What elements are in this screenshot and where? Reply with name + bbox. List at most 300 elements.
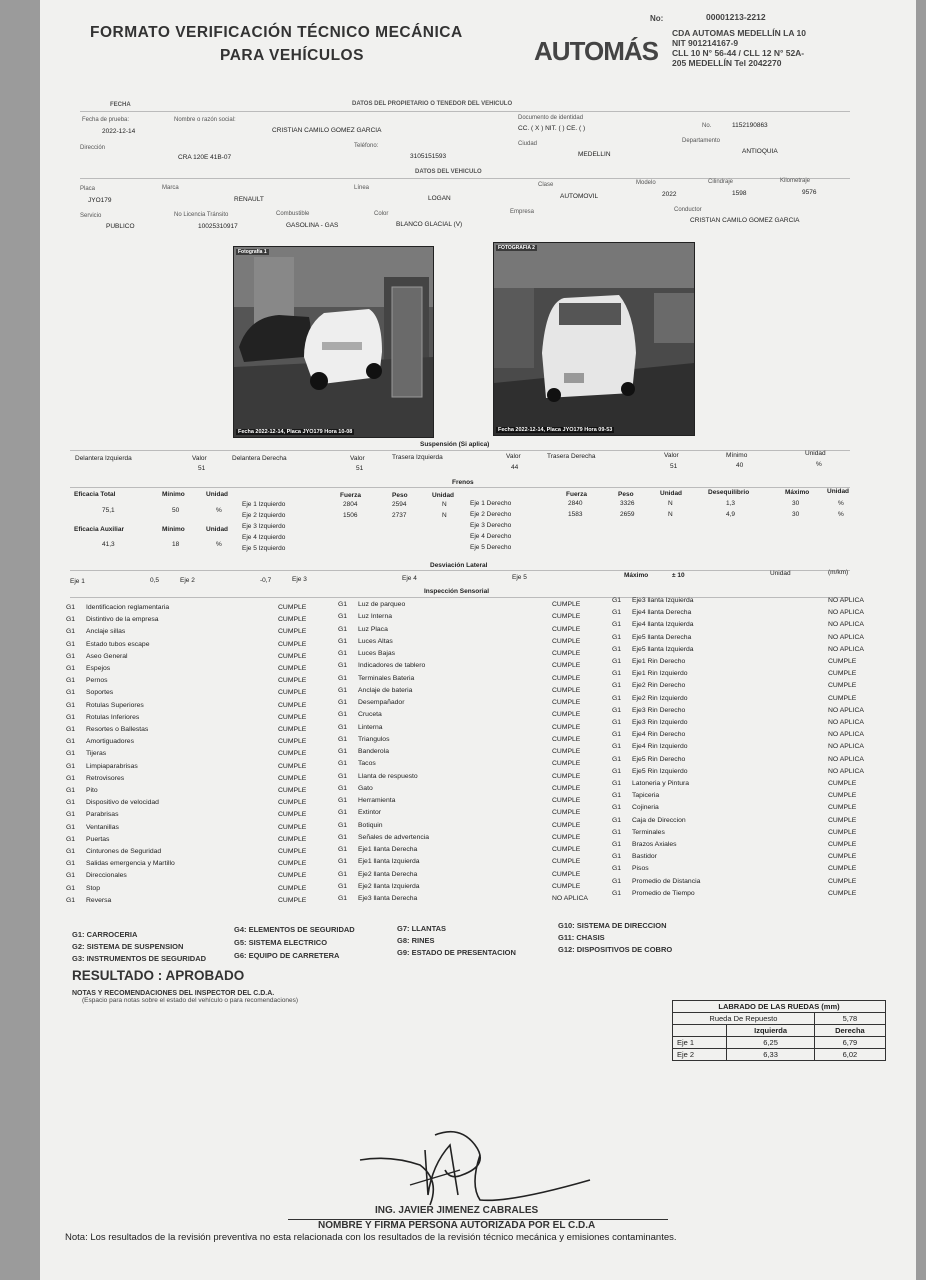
eficacia-aux-label: Eficacia Auxiliar [74, 526, 124, 533]
kilometraje: 9576 [802, 189, 817, 196]
inspeccion-group: G1 [612, 597, 622, 604]
linea-label: Línea [354, 185, 370, 191]
susp-valor-label-1: Valor [192, 455, 207, 462]
inspeccion-status: CUMPLE [278, 775, 307, 782]
placa: JYO179 [88, 197, 112, 204]
inspeccion-group: G1 [66, 702, 76, 709]
inspeccion-status: CUMPLE [278, 665, 307, 672]
axle-right-max: 30 [792, 500, 800, 507]
labrado-empty-head [673, 1025, 727, 1037]
inspeccion-group: G1 [612, 682, 622, 689]
inspeccion-item: Dispositivo de velocidad [86, 799, 159, 806]
inspeccion-item: Gato [358, 785, 373, 792]
labrado-izq: 6,25 [727, 1037, 814, 1049]
form-title-line2: PARA VEHÍCULOS [220, 47, 364, 64]
inspeccion-item: Latoneria y Pintura [632, 780, 690, 787]
legend-g4: G4: ELEMENTOS DE SEGURIDAD [234, 925, 355, 934]
axle-left-label: Eje 4 Izquierdo [242, 534, 286, 541]
inspeccion-group: G1 [338, 601, 348, 608]
inspeccion-item: Pernos [86, 677, 108, 684]
inspeccion-item: Eje2 Rin Derecho [632, 682, 686, 689]
inspeccion-item: Bastidor [632, 853, 657, 860]
inspeccion-status: CUMPLE [828, 878, 857, 885]
marca: RENAULT [234, 196, 264, 203]
marca-label: Marca [162, 185, 179, 191]
inspeccion-item: Eje3 Rin Izquierdo [632, 719, 688, 726]
inspeccion-item: Caja de Direccion [632, 817, 686, 824]
inspeccion-item: Cruceta [358, 711, 382, 718]
inspeccion-item: Promedio de Distancia [632, 878, 701, 885]
axle-right-label: Eje 4 Derecho [470, 533, 512, 540]
inspeccion-item: Luz de parqueo [358, 601, 406, 608]
axle-left-label: Eje 2 Izquierdo [242, 512, 286, 519]
inspeccion-item: Triangulos [358, 736, 390, 743]
inspeccion-title: Inspección Sensorial [424, 588, 490, 595]
inspeccion-status: CUMPLE [828, 658, 857, 665]
axle-right-deseq: 1,3 [726, 500, 736, 507]
inspeccion-group: G1 [338, 797, 348, 804]
doc-types: CC. ( X ) NIT. ( ) CE. ( ) [518, 125, 586, 132]
inspeccion-status: CUMPLE [828, 804, 857, 811]
axle-right-u: % [838, 511, 844, 518]
inspeccion-group: G1 [612, 792, 622, 799]
desviacion-title: Desviación Lateral [430, 562, 488, 569]
inspeccion-status: CUMPLE [278, 897, 307, 904]
color-label: Color [374, 211, 389, 217]
desv-eje2: -0,7 [260, 577, 272, 584]
clase-label: Clase [538, 182, 554, 188]
inspeccion-status: CUMPLE [828, 829, 857, 836]
inspeccion-status: CUMPLE [552, 699, 581, 706]
inspeccion-group: G1 [612, 646, 622, 653]
inspeccion-status: CUMPLE [552, 822, 581, 829]
inspeccion-group: G1 [612, 756, 622, 763]
inspeccion-item: Rotulas Superiores [86, 702, 144, 709]
susp-di-value: 51 [198, 465, 206, 472]
desv-eje2-label: Eje 2 [180, 577, 195, 584]
owner-name: CRISTIAN CAMILO GOMEZ GARCIA [272, 127, 382, 134]
axle-right-peso: 2659 [620, 511, 635, 518]
inspeccion-status: CUMPLE [278, 616, 307, 623]
axle-right-deseq: 4,9 [726, 511, 736, 518]
inspeccion-item: Tapiceria [632, 792, 660, 799]
fuerza-label-l: Fuerza [340, 492, 361, 499]
km-label: Kilometraje [780, 178, 811, 184]
inspeccion-item: Promedio de Tiempo [632, 890, 695, 897]
inspeccion-status: CUMPLE [552, 760, 581, 767]
inspector-name: ING. JAVIER JIMENEZ CABRALES [375, 1205, 539, 1216]
inspeccion-group: G1 [612, 743, 622, 750]
inspeccion-item: Eje5 Rin Derecho [632, 756, 686, 763]
inspeccion-group: G1 [66, 641, 76, 648]
inspeccion-group: G1 [612, 670, 622, 677]
susp-td-value: 51 [670, 463, 678, 470]
no-label: No: [650, 14, 664, 23]
inspeccion-item: Brazos Axiales [632, 841, 677, 848]
susp-valor-label-2: Valor [350, 455, 365, 462]
inspeccion-group: G1 [66, 787, 76, 794]
axle-right-unit: N [668, 511, 673, 518]
inspeccion-item: Pisos [632, 865, 649, 872]
inspeccion-group: G1 [338, 871, 348, 878]
inspeccion-status: CUMPLE [278, 714, 307, 721]
inspeccion-status: NO APLICA [828, 646, 864, 653]
footer-nota: Nota: Los resultados de la revisión preventiva no esta relacionada con los resultados de la revisión técnico mecánica y emisiones contaminantes. [65, 1232, 677, 1243]
resultado: RESULTADO : APROBADO [72, 968, 245, 983]
eficacia-total-label: Eficacia Total [74, 491, 116, 498]
inspeccion-item: Eje1 Rin Derecho [632, 658, 686, 665]
eficacia-aux-min-label: Mínimo [162, 526, 185, 533]
inspeccion-item: Amortiguadores [86, 738, 134, 745]
desequilibrio-label: Desequilibrio [708, 489, 750, 496]
inspeccion-item: Eje2 Rin Izquierdo [632, 695, 688, 702]
axle-right-max: 30 [792, 511, 800, 518]
labrado-eje: Eje 2 [673, 1049, 727, 1061]
nombre-label: Nombre o razón social: [174, 117, 236, 123]
form-title-line1: FORMATO VERIFICACIÓN TÉCNICO MECÁNICA [90, 24, 463, 41]
inspeccion-item: Identificacion reglamentaria [86, 604, 170, 611]
inspeccion-group: G1 [338, 858, 348, 865]
legend-g10: G10: SISTEMA DE DIRECCION [558, 921, 667, 930]
inspeccion-status: CUMPLE [278, 836, 307, 843]
licencia: 10025310917 [198, 223, 238, 230]
company-name: CDA AUTOMAS MEDELLÍN LA 10 [672, 28, 806, 38]
inspeccion-status: CUMPLE [828, 695, 857, 702]
inspeccion-status: CUMPLE [278, 750, 307, 757]
desv-eje1-label: Eje 1 [70, 578, 85, 585]
inspeccion-group: G1 [66, 836, 76, 843]
ciudad-label: Ciudad [518, 141, 538, 147]
inspeccion-item: Eje1 llanta Derecha [358, 846, 418, 853]
modelo: 2022 [662, 191, 677, 198]
inspeccion-item: Tijeras [86, 750, 107, 757]
inspeccion-status: CUMPLE [828, 865, 857, 872]
inspeccion-group: G1 [338, 773, 348, 780]
vehicle-photo-2 [493, 242, 695, 436]
axle-right-label: Eje 5 Derecho [470, 544, 512, 551]
photo-2-caption: Fecha 2022-12-14, Placa JYO179 Hora 09-53 [498, 427, 613, 433]
susp-di-label: Delantera Izquierda [75, 455, 132, 462]
desv-unit-label: Unidad [770, 570, 791, 577]
eficacia-total-unit: % [216, 507, 222, 514]
inspeccion-status: CUMPLE [278, 799, 307, 806]
vehicle-section-title: DATOS DEL VEHICULO [415, 169, 482, 175]
inspeccion-status: NO APLICA [828, 634, 864, 641]
inspeccion-status: CUMPLE [552, 748, 581, 755]
inspeccion-group: G1 [338, 613, 348, 620]
inspeccion-item: Eje3 llanta Derecha [358, 895, 418, 902]
desv-max-label: Máximo [624, 572, 649, 579]
inspeccion-group: G1 [612, 658, 622, 665]
inspeccion-item: Señales de advertencia [358, 834, 430, 841]
inspeccion-status: CUMPLE [552, 675, 581, 682]
inspeccion-group: G1 [338, 662, 348, 669]
inspeccion-item: Resortes o Ballestas [86, 726, 149, 733]
unidad-label-l: Unidad [432, 492, 455, 499]
susp-valor-label-4: Valor [664, 452, 679, 459]
inspeccion-item: Luz Placa [358, 626, 388, 633]
inspeccion-item: Luces Bajas [358, 650, 396, 657]
inspeccion-status: CUMPLE [552, 626, 581, 633]
inspeccion-group: G1 [338, 638, 348, 645]
axle-right-unit: N [668, 500, 673, 507]
labrado-row [673, 1037, 886, 1049]
firma-label: NOMBRE Y FIRMA PERSONA AUTORIZADA POR EL C.D.A [318, 1220, 596, 1231]
vehicle-photo-1 [233, 246, 434, 438]
inspeccion-item: Soportes [86, 689, 114, 696]
inspeccion-group: G1 [612, 865, 622, 872]
inspeccion-status: NO APLICA [828, 731, 864, 738]
inspeccion-group: G1 [338, 760, 348, 767]
inspeccion-status: CUMPLE [552, 846, 581, 853]
legend-g11: G11: CHASIS [558, 933, 605, 942]
inspeccion-group: G1 [66, 653, 76, 660]
inspeccion-status: CUMPLE [552, 883, 581, 890]
inspeccion-group: G1 [66, 824, 76, 831]
inspeccion-group: G1 [66, 738, 76, 745]
form-number: 00001213-2212 [706, 12, 766, 22]
inspeccion-group: G1 [66, 726, 76, 733]
inspeccion-group: G1 [66, 689, 76, 696]
labrado-row [673, 1049, 886, 1061]
photo-2-label: FOTOGRAFIA 2 [498, 245, 535, 251]
susp-min: 40 [736, 462, 744, 469]
depto-label: Departamento [682, 138, 721, 144]
inspeccion-item: Espejos [86, 665, 111, 672]
doc-label: Documento de identidad [518, 115, 584, 121]
inspeccion-status: NO APLICA [828, 597, 864, 604]
susp-ti-label: Trasera Izquierda [392, 454, 443, 461]
inspeccion-status: CUMPLE [552, 809, 581, 816]
inspeccion-group: G1 [612, 817, 622, 824]
inspeccion-item: Limpiaparabrisas [86, 763, 138, 770]
inspeccion-group: G1 [612, 890, 622, 897]
telefono: 3105151593 [410, 153, 447, 160]
inspeccion-status: CUMPLE [278, 738, 307, 745]
inspeccion-item: Anclaje de bateria [358, 687, 413, 694]
company-address-2: 205 MEDELLÍN Tel 2042270 [672, 58, 782, 68]
inspeccion-item: Eje4 Rin Izquierdo [632, 743, 688, 750]
inspeccion-item: Eje4 llanta Izquierda [632, 621, 694, 628]
inspeccion-status: CUMPLE [828, 780, 857, 787]
inspeccion-status: NO APLICA [828, 719, 864, 726]
inspector-signature [350, 1125, 610, 1215]
legend-g9: G9: ESTADO DE PRESENTACION [397, 948, 516, 957]
inspeccion-status: CUMPLE [552, 613, 581, 620]
inspeccion-status: CUMPLE [552, 736, 581, 743]
inspeccion-item: Estado tubos escape [86, 641, 150, 648]
axle-right-fuerza: 2840 [568, 500, 583, 507]
fuerza-label-r: Fuerza [566, 491, 587, 498]
inspeccion-status: CUMPLE [552, 724, 581, 731]
inspeccion-status: CUMPLE [278, 824, 307, 831]
inspeccion-group: G1 [66, 860, 76, 867]
inspeccion-status: CUMPLE [278, 860, 307, 867]
axle-left-label: Eje 1 Izquierdo [242, 501, 286, 508]
inspeccion-item: Eje3 Rin Derecho [632, 707, 686, 714]
susp-unit: % [816, 461, 822, 468]
doc-number: 1152190863 [732, 122, 768, 129]
cilindraje-label: Cilindraje [708, 179, 734, 185]
maximo-label: Máximo [785, 489, 810, 496]
suspension-title: Suspensión (Si aplica) [420, 441, 490, 448]
axle-left-fuerza: 1506 [343, 512, 358, 519]
inspeccion-group: G1 [612, 695, 622, 702]
inspeccion-group: G1 [612, 719, 622, 726]
susp-td-label: Trasera Derecha [547, 453, 596, 460]
inspeccion-group: G1 [612, 609, 622, 616]
inspeccion-item: Eje5 llanta Izquierda [632, 646, 694, 653]
inspeccion-status: CUMPLE [828, 792, 857, 799]
licencia-label: No Licencia Tránsito [174, 212, 229, 218]
inspeccion-status: NO APLICA [828, 621, 864, 628]
desv-eje5-label: Eje 5 [512, 574, 527, 581]
inspeccion-item: Eje4 llanta Derecha [632, 609, 692, 616]
inspeccion-group: G1 [612, 853, 622, 860]
unidad-label-d: Unidad [827, 488, 850, 495]
inspeccion-status: CUMPLE [278, 702, 307, 709]
inspeccion-group: G1 [66, 872, 76, 879]
inspeccion-item: Cinturones de Seguridad [86, 848, 162, 855]
inspeccion-item: Tacos [358, 760, 376, 767]
inspeccion-group: G1 [66, 763, 76, 770]
inspeccion-group: G1 [338, 699, 348, 706]
desv-unit: (m/km) [828, 569, 849, 576]
inspeccion-status: NO APLICA [828, 743, 864, 750]
inspeccion-group: G1 [612, 621, 622, 628]
servicio: PUBLICO [106, 223, 135, 230]
inspeccion-group: G1 [612, 707, 622, 714]
inspeccion-status: CUMPLE [552, 662, 581, 669]
inspeccion-group: G1 [612, 634, 622, 641]
photo-1-image [234, 247, 433, 437]
labrado-der: 6,79 [814, 1037, 885, 1049]
axle-right-label: Eje 3 Derecho [470, 522, 512, 529]
inspeccion-item: Aseo General [86, 653, 128, 660]
inspeccion-group: G1 [612, 841, 622, 848]
inspeccion-group: G1 [612, 878, 622, 885]
axle-left-unit: N [442, 501, 447, 508]
inspeccion-group: G1 [338, 650, 348, 657]
inspeccion-status: CUMPLE [278, 763, 307, 770]
inspeccion-status: CUMPLE [278, 653, 307, 660]
axle-right-label: Eje 1 Derecho [470, 500, 512, 507]
inspeccion-item: Parabrisas [86, 811, 119, 818]
inspeccion-item: Eje5 llanta Derecha [632, 634, 692, 641]
inspeccion-item: Banderola [358, 748, 389, 755]
inspeccion-item: Salidas emergencia y Martillo [86, 860, 175, 867]
susp-valor-label-3: Valor [506, 453, 521, 460]
inspeccion-item: Eje4 Rin Derecho [632, 731, 686, 738]
inspeccion-status: NO APLICA [828, 609, 864, 616]
repuesto-label: Rueda De Repuesto [673, 1013, 815, 1025]
inspeccion-item: Terminales [632, 829, 665, 836]
inspeccion-status: CUMPLE [552, 601, 581, 608]
inspeccion-group: G1 [66, 885, 76, 892]
photo-1-caption: Fecha 2022-12-14, Placa JYO179 Hora 10-08 [238, 429, 353, 435]
inspeccion-group: G1 [338, 687, 348, 694]
inspeccion-status: NO APLICA [828, 756, 864, 763]
axle-left-label: Eje 5 Izquierdo [242, 545, 286, 552]
inspeccion-item: Direccionales [86, 872, 127, 879]
inspeccion-group: G1 [66, 848, 76, 855]
legend-g2: G2: SISTEMA DE SUSPENSION [72, 942, 184, 951]
axle-left-label: Eje 3 Izquierdo [242, 523, 286, 530]
inspeccion-group: G1 [66, 604, 76, 611]
labrado-der: 6,02 [814, 1049, 885, 1061]
conductor-label: Conductor [674, 207, 702, 213]
empresa-label: Empresa [510, 209, 535, 215]
inspeccion-item: Eje5 Rin Izquierdo [632, 768, 688, 775]
eficacia-total-min: 50 [172, 507, 180, 514]
inspeccion-group: G1 [338, 711, 348, 718]
inspeccion-group: G1 [338, 822, 348, 829]
axle-right-fuerza: 1583 [568, 511, 583, 518]
labrado-izq: 6,33 [727, 1049, 814, 1061]
notas-subtitle: (Espacio para notas sobre el estado del vehículo o para recomendaciones) [82, 997, 299, 1004]
labrado-izq-label: Izquierda [727, 1025, 814, 1037]
peso-label-r: Peso [618, 491, 634, 498]
inspeccion-item: Eje2 llanta Izquierda [358, 883, 420, 890]
doc-no-label: No. [702, 123, 712, 129]
inspeccion-status: CUMPLE [828, 890, 857, 897]
axle-right-peso: 3326 [620, 500, 635, 507]
desv-eje4-label: Eje 4 [402, 575, 417, 582]
inspeccion-status: CUMPLE [552, 797, 581, 804]
inspeccion-group: G1 [66, 750, 76, 757]
inspeccion-item: Stop [86, 885, 100, 892]
frenos-title: Frenos [452, 479, 474, 486]
inspeccion-group: G1 [612, 768, 622, 775]
axle-left-peso: 2737 [392, 512, 407, 519]
inspeccion-group: G1 [66, 714, 76, 721]
inspeccion-group: G1 [338, 724, 348, 731]
labrado-der-label: Derecha [814, 1025, 885, 1037]
inspeccion-item: Eje2 llanta Derecha [358, 871, 418, 878]
inspeccion-group: G1 [612, 780, 622, 787]
inspeccion-item: Extintor [358, 809, 382, 816]
inspeccion-item: Ventanillas [86, 824, 119, 831]
servicio-label: Servicio [80, 213, 102, 219]
inspeccion-item: Retrovisores [86, 775, 125, 782]
inspeccion-status: CUMPLE [278, 787, 307, 794]
inspeccion-group: G1 [66, 665, 76, 672]
inspeccion-group: G1 [338, 736, 348, 743]
automas-logo: AUTOMÁS [534, 36, 658, 66]
inspeccion-status: CUMPLE [552, 687, 581, 694]
inspeccion-group: G1 [66, 616, 76, 623]
peso-label-l: Peso [392, 492, 408, 499]
desv-max: ± 10 [672, 572, 685, 579]
inspeccion-status: CUMPLE [552, 650, 581, 657]
inspeccion-group: G1 [338, 846, 348, 853]
axle-right-u: % [838, 500, 844, 507]
company-address: CLL 10 N° 56-44 / CLL 12 N° 52A- [672, 48, 805, 58]
inspeccion-status: CUMPLE [278, 689, 307, 696]
notas-title: NOTAS Y RECOMENDACIONES DEL INSPECTOR DEL C.D.A. [72, 990, 275, 997]
axle-left-peso: 2594 [392, 501, 407, 508]
linea: LOGAN [428, 195, 451, 202]
inspeccion-group: G1 [338, 626, 348, 633]
eficacia-aux: 41,3 [102, 541, 115, 548]
inspeccion-status: CUMPLE [552, 834, 581, 841]
fecha-prueba: 2022-12-14 [102, 128, 136, 135]
inspeccion-group: G1 [338, 883, 348, 890]
inspeccion-item: Linterna [358, 724, 383, 731]
eficacia-min-label: Mínimo [162, 491, 185, 498]
inspection-form [40, 0, 916, 1280]
inspeccion-status: CUMPLE [828, 817, 857, 824]
